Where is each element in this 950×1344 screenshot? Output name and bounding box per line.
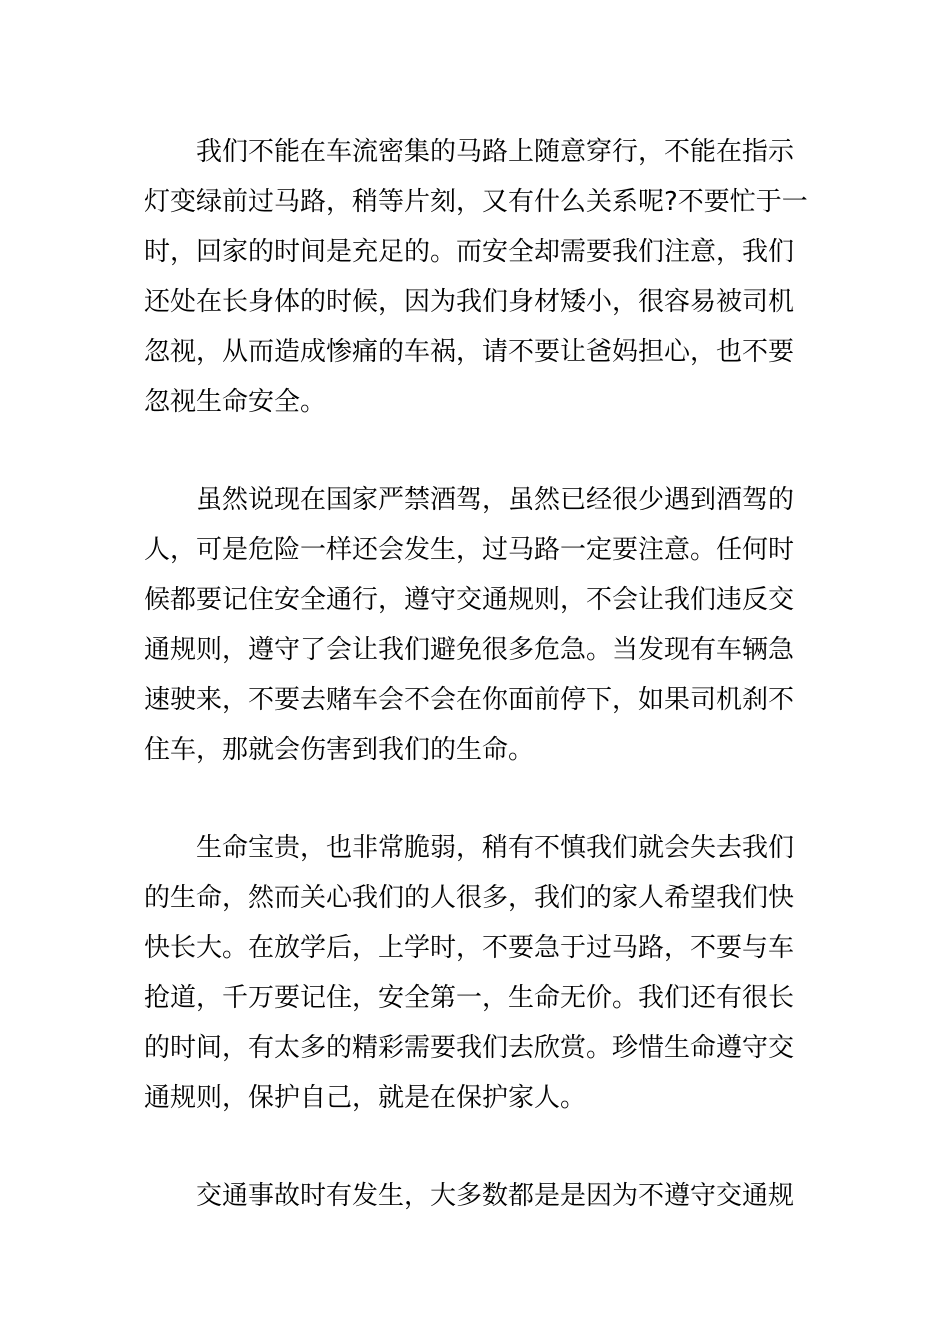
- paragraph-line: 人，可是危险一样还会发生，过马路一定要注意。任何时: [144, 535, 795, 565]
- paragraph-4: [144, 1171, 814, 1221]
- paragraph-line: 住车，那就会伤害到我们的生命。: [144, 735, 535, 765]
- paragraph-line: 我们不能在车流密集的马路上随意穿行，不能在指示: [196, 137, 795, 167]
- paragraph-line: 通规则，保护自己，就是在保护家人。: [144, 1083, 587, 1113]
- paragraph-line: 抢道，千万要记住，安全第一，生命无价。我们还有很长: [144, 983, 795, 1013]
- paragraph-line: 快长大。在放学后，上学时，不要急于过马路，不要与车: [144, 933, 795, 963]
- paragraph-line: 的生命，然而关心我们的人很多，我们的家人希望我们快: [144, 883, 795, 913]
- paragraph-line: 忽视生命安全。: [144, 387, 327, 417]
- paragraph-line: 灯变绿前过马路，稍等片刻，又有什么关系呢?不要忙于一: [144, 187, 808, 217]
- paragraph-line: 生命宝贵，也非常脆弱，稍有不慎我们就会失去我们: [196, 833, 795, 863]
- paragraph-line: 还处在长身体的时候，因为我们身材矮小，很容易被司机: [144, 287, 795, 317]
- paragraph-line: 虽然说现在国家严禁酒驾，虽然已经很少遇到酒驾的: [196, 485, 795, 515]
- paragraph-line: 候都要记住安全通行，遵守交通规则，不会让我们违反交: [144, 585, 795, 615]
- paragraph-line: 速驶来，不要去赌车会不会在你面前停下，如果司机刹不: [144, 685, 795, 715]
- paragraph-1: [144, 127, 814, 427]
- paragraph-line: 忽视，从而造成惨痛的车祸，请不要让爸妈担心，也不要: [144, 337, 795, 367]
- paragraph-line: 交通事故时有发生，大多数都是是因为不遵守交通规: [196, 1181, 795, 1211]
- paragraph-line: 的时间，有太多的精彩需要我们去欣赏。珍惜生命遵守交: [144, 1033, 795, 1063]
- paragraph-2: [144, 475, 814, 775]
- paragraph-line: 通规则，遵守了会让我们避免很多危急。当发现有车辆急: [144, 635, 795, 665]
- paragraph-line: 时，回家的时间是充足的。而安全却需要我们注意，我们: [144, 237, 795, 267]
- paragraph-3: [144, 823, 814, 1123]
